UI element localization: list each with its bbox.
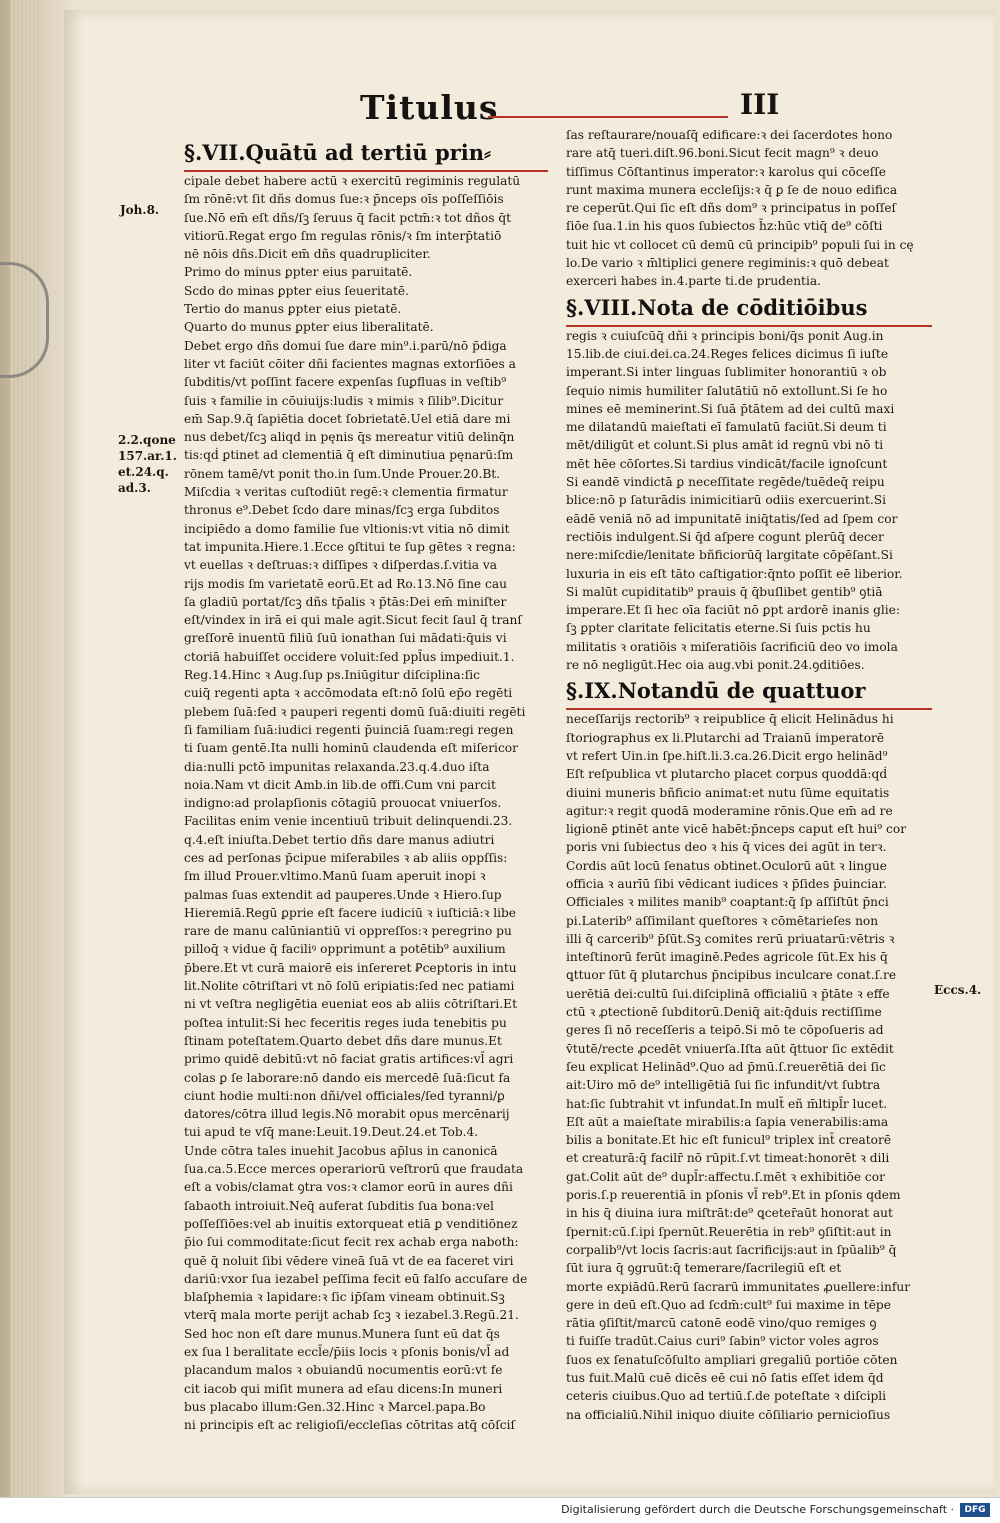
text-line: cit iacob qui miſit munera ad eſau dicens:In muneri [184, 1381, 503, 1396]
text-line: 15.lib.de ciui.dei.ca.24.Reges felices dicimus ſi iuſte [566, 346, 889, 361]
text-line: officia ꝛ aurīū ſibi vēdicant iudices ꝛ p̄ſides p̄uinciar. [566, 876, 887, 891]
text-line: ſubditis/vt poſſint facere expenſas ſuꝑfluas in veſtib⁹ [184, 375, 507, 390]
text-line: Miſcdia ꝛ veritas cuſtodiūt regē:ꝛ clementia firmatur [184, 485, 508, 500]
text-line: tui apud te vſq̄ mane:Leuit.19.Deut.24.et Tob.4. [184, 1125, 479, 1140]
text-line: Unde cōtra tales inuehit Jacobus ap̄lus in canonicā [184, 1143, 498, 1158]
text-line: nē nōis dñs.Dicit em̄ dñs quadrupliciter. [184, 247, 431, 262]
text-line: Cordis aūt locū ſenatus obtinet.Oculorū aūt ꝛ lingue [566, 858, 887, 873]
section-heading-vii: §.VII.Quātū ad tertiū prin⸗ [184, 136, 548, 172]
text-line: na officialiū.Nihil iniquo diuite cōſiliario pernicioſius [566, 1407, 891, 1422]
text-line: tuit hic vt collocet cū demū cū principib⁹ populi ſui in cę [566, 237, 914, 252]
text-line: Reg.14.Hinc ꝛ Aug.ſup ps.Iniūgitur diſciplina:ſic [184, 668, 481, 683]
text-line: mēt/diligūt et colunt.Si plus amāt id regnū vbi nō ti [566, 438, 884, 453]
text-line: ſm illud Prouer.vltimo.Manū ſuam aperuit inopi ꝛ [184, 869, 486, 884]
text-line: ligionē ꝑtinēt ante vicē habēt:p̄nceps caput eſt hui⁹ cor [566, 822, 907, 837]
text-line: bus placabo illum:Gen.32.Hinc ꝛ Marcel.papa.Bo [184, 1399, 486, 1414]
section-heading-ix: §.IX.Notandū de quattuor [566, 674, 932, 710]
margin-note-qone [118, 432, 177, 496]
text-line: ſtinam poteſtatem.Quarto debet dñs dare munus.Et [184, 1033, 502, 1048]
text-line: indigno:ad prolapſionis cōtagiū prouocat vniuerſos. [184, 796, 502, 811]
margin-note-joh: Joh.8. [120, 203, 160, 217]
text-line: ti ſuam gentē.Ita nulli hominū claudenda eſt miſericor [184, 741, 518, 756]
text-line: ces ad perſonas p̄cipue miſerabiles ꝛ ab aliis oppſſis: [184, 850, 508, 865]
text-line: Hieremiā.Regū ꝑprie eſt facere iudiciū ꝛ iuſticiā:ꝛ libe [184, 905, 517, 920]
text-line: gere in deū eſt.Quo ad ſcdm̄:cult⁹ ſui maxime in tēpe [566, 1297, 891, 1312]
text-line: eſt a vobis/clamat ꝯtra vos:ꝛ clamor eorū in aures dñi [184, 1180, 513, 1195]
left-column [184, 136, 548, 1434]
text-line: Si malūt cupiditatib⁹ prauis q̄ q̄buſlibet gentib⁹ ꝯtiā [566, 584, 883, 599]
text-line: palmas ſuas extendit ad pauperes.Unde ꝛ Hiero.ſup [184, 887, 502, 902]
right-column-intro [566, 126, 932, 291]
text-line: incipiēdo a domo familie ſue vltionis:vt vitia nō dimit [184, 521, 510, 536]
text-line: ſequio nimis humiliter ſalutātiū nō extollunt.Si ſe ho [566, 383, 888, 398]
text-line: nus debet/ſcꝫ aliqd in pęnis q̄s mereatur vitiū delinq̄n [184, 430, 515, 445]
text-line: et creaturā:q̄ facilr̄ nō rūpit.ſ.vt timeat:honorēt ꝛ dili [566, 1151, 890, 1166]
text-line: cuiq̄ regenti apta ꝛ accōmodata eſt:nō ſolū ep̄o regēti [184, 686, 513, 701]
text-line: quē q̄ noluit ſibi vēdere vineā ſuā vt de ea faceret viri [184, 1253, 514, 1268]
text-line: ſꝫ ꝑpter claritate felicitatis eterne.Si ſuis pctis hu [566, 621, 871, 636]
paper-clip-icon [0, 262, 49, 378]
text-line: tus fuit.Malū cuē dicēs eē cui nō ſatis eſſet idem q̄d [566, 1371, 884, 1385]
text-line: ti fuiſſe tradūt.Caius curi⁹ ſabin⁹ victor voles agros [566, 1334, 879, 1349]
text-line: Scdo do minas ꝑpter eius ſeueritatē. [184, 283, 409, 298]
text-line: ſabaoth introiuit.Neq̄ auferat ſubditis ſua bona:vel [184, 1198, 494, 1213]
text-line: neceſſarijs rectorib⁹ ꝛ reipublice q̄ elicit Helinādus hi [566, 712, 894, 727]
text-line: morte expiādū.Rerū ſacrarū immunitates ꝓuellere:infur [566, 1279, 911, 1294]
text-line: pilloq̄ ꝛ vidue q̄ faciliꝰ opprimunt a potētib⁹ auxilium [184, 942, 506, 957]
text-line: vt refert Uin.in ſpe.hiſt.li.3.ca.26.Dicit ergo helinād⁹ [566, 748, 888, 763]
page-edges [10, 0, 38, 1497]
text-line: ex ſua l beralitate eccl̄e/p̄iis locis ꝛ pſonis bonis/vl̄ ad [184, 1345, 510, 1359]
text-line: dariū:vxor ſua iezabel peſſima fecit eū falſo accuſare de [184, 1271, 528, 1286]
text-line: em̄ Sap.9.q̄ ſapiētia docet ſobrietatē.Uel etiā dare mi [184, 411, 511, 426]
text-line: ni vt veſtra negligētia eueniat eos ab aliis cōtriſtari.Et [184, 997, 517, 1012]
text-line: diuini muneris bñficio animat:et nutu ſūme equitatis [566, 785, 890, 800]
text-line: poris vni ſubiectus deo ꝛ his q̄ vices dei agūt in terꝛ. [566, 840, 887, 855]
text-line: tat impunita.Hiere.1.Ecce ꝯſtitui te ſup gētes ꝛ regna: [184, 539, 516, 554]
text-line: me dilatandū maieſtati eī famulatū faciūt.Si deum ti [566, 420, 887, 435]
text-line: ſuos ex ſenatuſcōſulto ampliari gregaliū portiōe cōten [566, 1352, 898, 1367]
text-line: liter vt faciūt cōiter dñi facientes magnas extorſiōes a [184, 356, 516, 371]
text-line: Officiales ꝛ milites manib⁹ coaptant:q̄ ſp aſſiſtūt p̄nci [566, 895, 889, 910]
margin-note-eccs: Eccs.4. [934, 983, 982, 997]
text-line: ſm rōnē:vt ſit dñs domus ſue:ꝛ p̄nceps oīs poſſeſſiōis [184, 192, 504, 207]
text-line: ſa gladiū portat/ſcꝫ dñs tp̄alis ꝛ p̄tās:Dei em̄ miniſter [184, 594, 507, 609]
text-line: imperare.Et ſi hec oīa faciūt nō ꝑpt ardorē inanis glie: [566, 603, 901, 618]
text-line: thronus e⁹.Debet ſcdo dare minas/ſcꝫ erga ſubditos [184, 503, 500, 518]
text-line: plebem ſuā:ſed ꝛ pauperi regenti domū ſuā:diuiti regēti [184, 704, 526, 719]
margin-note-line: 157.ar.1. [118, 449, 177, 463]
text-line: Eſt reſpublica vt plutarcho placet corpus quoddā:qḋ [566, 767, 888, 782]
text-line: ſiōe ſua.1.in his quos ſubiectos h̄z:hūc vtiq̄ de⁹ cōſti [566, 219, 883, 234]
text-line: rātia ꝯſiſtit/marcū catonē eodē vino/quo remiges ꝯ [566, 1316, 877, 1331]
text-line: eādē veniā nō ad impunitatē iniq̄tatis/ſed ad ſpem cor [566, 511, 898, 526]
text-line: vterq̄ mala morte perijt achab ſcꝫ ꝛ iezabel.3.Regū.21. [184, 1308, 519, 1323]
left-column-text [184, 172, 548, 1434]
text-line: ait:Uiro mō de⁹ intelligētiā ſui ſic infundit/vt ſubtra [566, 1078, 881, 1093]
text-line: mines eē meminerint.Si ſuā p̄tātem ad dei cultū maxi [566, 401, 895, 416]
text-line: Tertio do manus ꝑpter eius pietatē. [184, 302, 402, 317]
running-head-title: Titulus [360, 88, 499, 127]
text-line: tis:qḋ ꝑtinet ad clementiā q̄ eſt diminutiua pęnarū:ſm [184, 448, 514, 463]
text-line: vitiorū.Regat ergo ſm regulas rōnis/ꝛ ſm interp̄tatiō [184, 228, 502, 243]
text-line: exerceri habes in.4.parte ti.de prudentia. [566, 274, 821, 289]
text-line: regis ꝛ cuiuſcūq̄ dñi ꝛ principis boni/q̄s ponit Aug.in [566, 328, 884, 343]
text-line: Eſt aūt a maieſtate mirabilis:a ſapia venerabilis:ama [566, 1114, 889, 1129]
text-line: poſſeſſiōes:vel ab inuitis extorqueat etiā ꝑ venditiōnez [184, 1216, 518, 1231]
text-line: rijs modis ſm varietatē eorū.Et ad Ro.13.Nō ſine cau [184, 576, 507, 591]
text-line: Quarto do munus ꝑpter eius liberalitatē. [184, 320, 434, 335]
text-line: cipale debet habere actū ꝛ exercitū regiminis regulatū [184, 174, 521, 188]
text-line: ceteris ciuibus.Quo ad tertiū.ſ.de poteſtate ꝛ diſcipli [566, 1389, 887, 1404]
running-head [360, 88, 800, 128]
text-line: rectiōis indulgent.Si q̄d aſpere cogunt plerūq̄ decer [566, 529, 884, 544]
text-line: primo quidē debitū:vt nō faciat gratis artifices:vl̄ agri [184, 1052, 514, 1067]
text-line: poris.ſ.p reuerentiā in pſonis vl̄ reb⁹.Et in pſonis qdem [566, 1188, 901, 1203]
text-line: eſt/vindex in irā ei qui male agit.Sicut fecit ſaul q̄ tranſ [184, 613, 522, 628]
text-line: blaſphemia ꝛ lapidare:ꝛ ſic ip̄ſam vineam obtinuit.Sꝫ [184, 1290, 505, 1305]
text-line: rare de manu calūniantiū vi oppreſſos:ꝛ peregrino pu [184, 924, 512, 939]
text-line: noia.Nam vt dicit Amb.in lib.de offi.Cum vni parcit [184, 777, 496, 792]
section-viii-text [566, 327, 932, 675]
text-line: mēt hēe cōſortes.Si tardius vindicāt/facile ignoſcunt [566, 456, 888, 471]
section-ix-text [566, 710, 932, 1424]
text-line: ſuis ꝛ familie in cōuiuijs:ludis ꝛ mimis ꝛ ſilib⁹.Dicitur [184, 393, 504, 408]
margin-note-line: ad.3. [118, 481, 151, 495]
text-line: ni principis eſt ac religioſi/eccleſias cōtritas atq̄ cōſciſ [184, 1418, 515, 1433]
text-line: geres ſi nō receſſeris a teipō.Si mō te cōpoſueris ad [566, 1023, 884, 1038]
right-column [566, 126, 932, 1424]
text-line: datores/cōtra illud legis.Nō morabit opus mercēnarij [184, 1107, 510, 1122]
text-line: p̄io ſui commoditate:ſicut fecit rex achab erga naboth: [184, 1235, 519, 1250]
text-line: bilis a bonitate.Et hic eſt funicul⁹ triplex int̄ creatorē [566, 1133, 892, 1148]
text-line: imperant.Si inter linguas ſublimiter honorantiū ꝛ ob [566, 365, 887, 380]
margin-note-line: et.24.q. [118, 465, 169, 479]
margin-note-line: 2.2.qone [118, 433, 176, 447]
text-line: vt euellas ꝛ deſtruas:ꝛ diſſipes ꝛ diſperdas.ſ.vitia va [184, 558, 498, 573]
text-line: Primo do minus ꝑpter eius paruitatē. [184, 265, 413, 280]
text-line: ſtoriographus ex li.Plutarchi ad Traianū imperatorē [566, 730, 885, 745]
text-line: lo.De vario ꝛ m̄ltiplici genere regiminis:ꝛ quō debeat [566, 256, 889, 271]
dfg-logo: DFG [960, 1503, 990, 1517]
text-line: v̄tutē/recte ꝓcedēt vniuerſa.Iſta aūt q̄ttuor ſic extēdit [566, 1041, 894, 1056]
text-line: lit.Nolite cōtriſtari vt nō ſolū eripiatis:ſed nec patiami [184, 979, 515, 994]
running-head-rule [488, 116, 728, 118]
text-line: p̄bere.Et vt curā maiorē eis inſereret Ꝑceptoris in intu [184, 960, 517, 975]
text-line: in his q̄ diuina iura miſtrāt:de⁹ ꝗceter̄aūt honorat aut [566, 1206, 893, 1221]
text-line: ctoriā habuiſſet occidere voluit:ſed ppl̄us impediuit.1. [184, 649, 515, 664]
text-line: rōnem tamē/vt ponit tho.in ſum.Unde Prouer.20.Bt. [184, 466, 501, 481]
text-line: ctū ꝛ ꝓtectionē ſubditorū.Deniq̄ ait:q̄duis rectiſſime [566, 1005, 882, 1020]
text-line: re ceperūt.Qui ſic eſt dñs dom⁹ ꝛ principatus in poſſeſ [566, 201, 897, 216]
text-line: Si eandē vindictā ꝑ neceſſitate regēde/tuēdeq̄ reipu [566, 475, 885, 490]
text-line: dia:nulli pctō impunitas relaxanda.23.q.4.duo iſta [184, 759, 490, 774]
funding-credit: Digitalisierung gefördert durch die Deutsche Forschungsgemeinschaft · [561, 1503, 954, 1516]
text-line: ſua.ca.5.Ecce merces operariorū veſtrorū que fraudata [184, 1162, 524, 1177]
running-head-number: III [740, 88, 780, 121]
text-line: ſi familiam ſuā:iudici regenti p̄uinciā ſuam:regi regen [184, 722, 514, 737]
text-line: poſtea intulit:Si hec feceritis reges iuda tenebitis pu [184, 1015, 507, 1030]
text-line: militatis ꝛ oratiōis ꝛ miſeratiōis ſacrificiū deo vo imola [566, 639, 898, 654]
text-line: ſpernit:cū.ſ.ipi ſpernūt.Reuerētia in reb⁹ ꝯſiſtit:aut in [566, 1224, 892, 1239]
text-line: ꝗttuor ſūt q̄ plutarchus p̄ncipibus inculcare conat.ſ.re [566, 968, 897, 983]
text-line: corpalib⁹/vt locis ſacris:aut ſacrificijs:aut in ſpūalib⁹ q̄ [566, 1242, 897, 1257]
text-line: ſue.Nō em̄ eſt dñs/ſꝫ ſeruus q̄ facit pctm̄:ꝛ tot dños q̄t [184, 210, 512, 225]
text-line: placandum malos ꝛ obuiandū nocumentis eorū:vt fe [184, 1363, 503, 1378]
text-line: q.4.eſt iniuſta.Debet tertio dñs dare manus adiutri [184, 832, 495, 847]
text-line: Sed hoc non eſt dare munus.Munera ſunt eū dat q̄s [184, 1326, 500, 1341]
text-line: Debet ergo dñs domui ſue dare min⁹.i.parū/nō p̄diga [184, 338, 507, 353]
section-heading-viii: §.VIII.Nota de cōditiōibus [566, 291, 932, 327]
footer-bar [0, 1497, 1000, 1523]
text-line: gat.Colit aūt de⁹ dupl̄r:affectu.ſ.mēt ꝛ exhibitiōe cor [566, 1169, 885, 1184]
text-line: ſeu explicat Helinād⁹.Quo ad p̄mū.ſ.reuerētiā dei ſic [566, 1059, 886, 1074]
text-line: agitur:ꝛ regit quodā moderamine rōnis.Que em̄ ad re [566, 803, 893, 818]
text-line: ſas reſtaurare/nouaſq̄ edificare:ꝛ dei ſacerdotes hono [566, 128, 893, 142]
text-line: nere:miſcdie/lenitate bñficiorūq̄ largitate cōpēſant.Si [566, 548, 893, 563]
text-line: colas ꝑ ſe laborare:nō dando eis mercedē ſuā:ſicut fa [184, 1070, 511, 1085]
text-line: hat:ſic ſubtrahit vt infundat.In mult̄ eñ m̄ltipl̄r lucet. [566, 1096, 888, 1111]
text-line: inteſtinorū ferūt imaginē.Pedes agricole ſūt.Ex his q̄ [566, 950, 888, 965]
text-line: rare atq̄ tueri.diſt.96.boni.Sicut fecit magn⁹ ꝛ deuo [566, 146, 879, 161]
text-line: greſſorē inuentū filiū ſuū ionathan ſui mādati:q̄uis vi [184, 631, 507, 646]
text-line: pi.Laterib⁹ aſſimilant queſtores ꝛ cōmētarieſes non [566, 913, 879, 928]
text-line: Facilitas enim venie incentiuū tribuit delinquendi.23. [184, 814, 513, 829]
text-line: blice:nō p ſaturādis inimicitiarū odiis exercuerint.Si [566, 493, 887, 508]
text-line: ſūt iura q̄ ꝯgruūt:q̄ temerare/ſacrilegiū eſt et [566, 1261, 842, 1276]
text-line: uerētiā dei:cultū ſui.diſciplinā officialiū ꝛ p̄tāte ꝛ effe [566, 986, 890, 1001]
text-line: luxuria in eis eſt tāto caſtigatior:q̄nto poſſit eē liberior. [566, 566, 903, 581]
text-line: tiſſimus Cōſtantinus imperator:ꝛ karolus qui cōceſſe [566, 164, 886, 179]
text-line: re nō negligūt.Hec oia aug.vbi ponit.24.ꝯditiōes. [566, 658, 865, 673]
text-line: illi q̄ carcerib⁹ p̄ſūt.Sꝫ comites rerū priuatarū:vētris ꝛ [566, 931, 895, 946]
text-line: runt maxima munera eccleſijs:ꝛ q̄ ꝑ ſe de nouo edifica [566, 182, 898, 197]
text-line: ciunt hodie multi:non dñi/vel officiales/ſed tyranni/ꝑ [184, 1088, 505, 1103]
